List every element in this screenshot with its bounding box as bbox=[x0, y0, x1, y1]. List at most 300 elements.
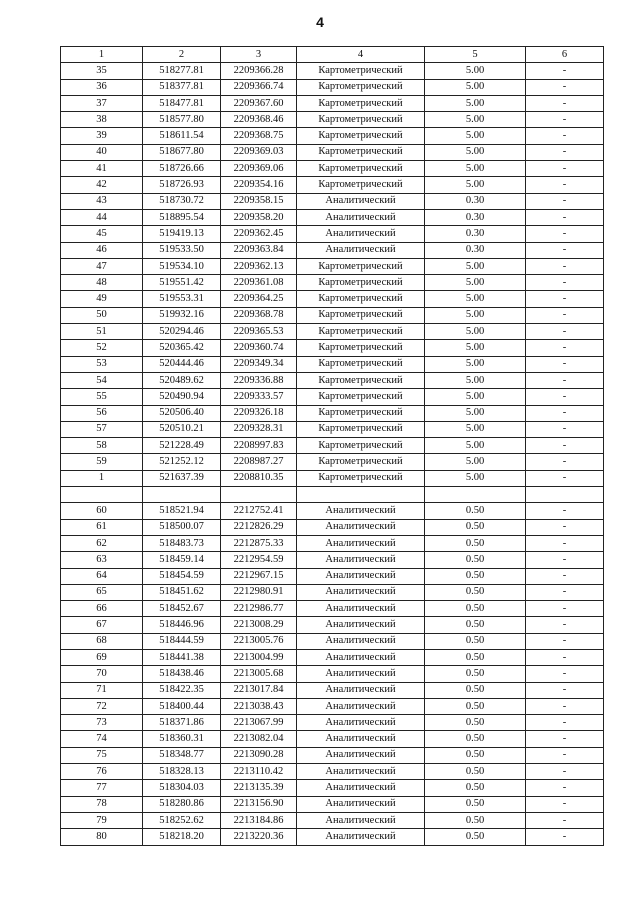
table-cell: 0.50 bbox=[425, 780, 526, 796]
table-cell: 5.00 bbox=[425, 372, 526, 388]
table-row bbox=[61, 633, 604, 649]
table-cell: 518452.67 bbox=[143, 601, 221, 617]
table-cell: Картометрический bbox=[297, 454, 425, 470]
table-cell: 5.00 bbox=[425, 112, 526, 128]
table-row bbox=[61, 552, 604, 568]
table-cell: 2209362.13 bbox=[221, 258, 297, 274]
table-cell: 2209364.25 bbox=[221, 291, 297, 307]
table-cell: - bbox=[526, 764, 604, 780]
table-cell: 5.00 bbox=[425, 63, 526, 79]
table-row bbox=[61, 307, 604, 323]
table-cell: 2209328.31 bbox=[221, 421, 297, 437]
table-cell: 2212752.41 bbox=[221, 503, 297, 519]
table-cell: 5.00 bbox=[425, 438, 526, 454]
table-cell: 2209333.57 bbox=[221, 389, 297, 405]
table-row bbox=[61, 764, 604, 780]
table-cell: - bbox=[526, 275, 604, 291]
table-cell: 2212986.77 bbox=[221, 601, 297, 617]
table-cell: 77 bbox=[61, 780, 143, 796]
table-cell: - bbox=[526, 666, 604, 682]
table-cell: 0.50 bbox=[425, 747, 526, 763]
table-cell: 2209365.53 bbox=[221, 324, 297, 340]
header-cell: 4 bbox=[297, 47, 425, 63]
table-cell: Аналитический bbox=[297, 209, 425, 225]
table-cell: 519534.10 bbox=[143, 258, 221, 274]
table-row bbox=[61, 95, 604, 111]
table-cell: 2213220.36 bbox=[221, 829, 297, 845]
table-cell: 0.50 bbox=[425, 666, 526, 682]
table-cell: 2212954.59 bbox=[221, 552, 297, 568]
table-cell: 39 bbox=[61, 128, 143, 144]
table-cell: 67 bbox=[61, 617, 143, 633]
table-cell: Картометрический bbox=[297, 389, 425, 405]
table-cell: 5.00 bbox=[425, 177, 526, 193]
table-cell: - bbox=[526, 291, 604, 307]
table-cell: - bbox=[526, 95, 604, 111]
table-cell: 518521.94 bbox=[143, 503, 221, 519]
table-cell: 75 bbox=[61, 747, 143, 763]
table-cell: Аналитический bbox=[297, 552, 425, 568]
table-cell: Картометрический bbox=[297, 79, 425, 95]
table-cell: 5.00 bbox=[425, 324, 526, 340]
table-cell: 2213008.29 bbox=[221, 617, 297, 633]
table-cell: 2209366.28 bbox=[221, 63, 297, 79]
table-cell: 2209358.20 bbox=[221, 209, 297, 225]
table-cell: 5.00 bbox=[425, 95, 526, 111]
table-cell: 2212875.33 bbox=[221, 535, 297, 551]
table-cell: 61 bbox=[61, 519, 143, 535]
table-cell: 58 bbox=[61, 438, 143, 454]
table-cell: Аналитический bbox=[297, 601, 425, 617]
table-cell: 518726.66 bbox=[143, 161, 221, 177]
table-cell: Картометрический bbox=[297, 177, 425, 193]
table-cell: - bbox=[526, 372, 604, 388]
table-cell: 0.30 bbox=[425, 209, 526, 225]
table-row bbox=[61, 601, 604, 617]
table-cell: - bbox=[526, 552, 604, 568]
table-cell: Картометрический bbox=[297, 340, 425, 356]
table-row bbox=[61, 438, 604, 454]
table-cell: Аналитический bbox=[297, 666, 425, 682]
table-cell: - bbox=[526, 584, 604, 600]
table-row bbox=[61, 79, 604, 95]
table-cell: 0.50 bbox=[425, 829, 526, 845]
table-cell: 66 bbox=[61, 601, 143, 617]
table-cell: 520365.42 bbox=[143, 340, 221, 356]
table-cell: 520490.94 bbox=[143, 389, 221, 405]
table-cell: - bbox=[526, 617, 604, 633]
table-cell: 2209367.60 bbox=[221, 95, 297, 111]
table-cell: 5.00 bbox=[425, 421, 526, 437]
table-row bbox=[61, 128, 604, 144]
table-cell: 74 bbox=[61, 731, 143, 747]
header-cell: 1 bbox=[61, 47, 143, 63]
table-cell: 519533.50 bbox=[143, 242, 221, 258]
table-cell: Картометрический bbox=[297, 95, 425, 111]
table-row bbox=[61, 780, 604, 796]
table-cell: 69 bbox=[61, 649, 143, 665]
table-cell: 5.00 bbox=[425, 340, 526, 356]
table-row bbox=[61, 144, 604, 160]
header-cell: 5 bbox=[425, 47, 526, 63]
table-cell: Аналитический bbox=[297, 764, 425, 780]
table-cell: - bbox=[526, 601, 604, 617]
table-cell: 0.50 bbox=[425, 731, 526, 747]
table-cell: 2208810.35 bbox=[221, 470, 297, 486]
table-cell: 42 bbox=[61, 177, 143, 193]
table-cell: - bbox=[526, 161, 604, 177]
header-cell: 6 bbox=[526, 47, 604, 63]
table-row bbox=[61, 389, 604, 405]
table-cell: - bbox=[526, 454, 604, 470]
table-cell: 38 bbox=[61, 112, 143, 128]
table-cell: - bbox=[526, 128, 604, 144]
table-cell: - bbox=[526, 324, 604, 340]
table-cell: 2209360.74 bbox=[221, 340, 297, 356]
table-cell: 56 bbox=[61, 405, 143, 421]
table-cell: 0.50 bbox=[425, 698, 526, 714]
table-row bbox=[61, 226, 604, 242]
table-cell: 2209369.03 bbox=[221, 144, 297, 160]
table-cell: - bbox=[526, 242, 604, 258]
table-cell: Аналитический bbox=[297, 503, 425, 519]
table-cell: - bbox=[526, 698, 604, 714]
table-cell: 0.50 bbox=[425, 519, 526, 535]
table-row bbox=[61, 112, 604, 128]
table-cell: 2209363.84 bbox=[221, 242, 297, 258]
table-cell: 64 bbox=[61, 568, 143, 584]
table-cell: 5.00 bbox=[425, 144, 526, 160]
table-cell: 2209369.06 bbox=[221, 161, 297, 177]
table-cell: - bbox=[526, 829, 604, 845]
table-cell: 49 bbox=[61, 291, 143, 307]
table-cell: 518304.03 bbox=[143, 780, 221, 796]
table-cell: 52 bbox=[61, 340, 143, 356]
table-cell: 43 bbox=[61, 193, 143, 209]
table-cell: Картометрический bbox=[297, 438, 425, 454]
table-cell: 2213156.90 bbox=[221, 796, 297, 812]
table-cell: Аналитический bbox=[297, 519, 425, 535]
header-cell: 3 bbox=[221, 47, 297, 63]
table-cell: 519419.13 bbox=[143, 226, 221, 242]
table-cell: 44 bbox=[61, 209, 143, 225]
table-cell: 2213004.99 bbox=[221, 649, 297, 665]
table-cell: 5.00 bbox=[425, 356, 526, 372]
table-cell: Аналитический bbox=[297, 780, 425, 796]
table-cell: Картометрический bbox=[297, 470, 425, 486]
table-cell: 5.00 bbox=[425, 389, 526, 405]
table-cell: 518451.62 bbox=[143, 584, 221, 600]
table-cell: 518726.93 bbox=[143, 177, 221, 193]
table-row bbox=[61, 421, 604, 437]
table-cell bbox=[526, 487, 604, 503]
table-cell: 60 bbox=[61, 503, 143, 519]
table-cell: 518459.14 bbox=[143, 552, 221, 568]
table-cell: 2209336.88 bbox=[221, 372, 297, 388]
table-cell: 63 bbox=[61, 552, 143, 568]
table-cell: 2209358.15 bbox=[221, 193, 297, 209]
table-cell: Аналитический bbox=[297, 698, 425, 714]
table-cell: 68 bbox=[61, 633, 143, 649]
table-row bbox=[61, 177, 604, 193]
table-cell: - bbox=[526, 340, 604, 356]
table-cell: Аналитический bbox=[297, 796, 425, 812]
table-cell: - bbox=[526, 633, 604, 649]
table-cell: 518328.13 bbox=[143, 764, 221, 780]
table-cell: 0.50 bbox=[425, 617, 526, 633]
table-cell: Картометрический bbox=[297, 112, 425, 128]
table-cell: 518677.80 bbox=[143, 144, 221, 160]
table-cell: 518577.80 bbox=[143, 112, 221, 128]
table-cell: Картометрический bbox=[297, 63, 425, 79]
table-row bbox=[61, 715, 604, 731]
page-number: 4 bbox=[316, 14, 324, 30]
table-cell: 53 bbox=[61, 356, 143, 372]
table-cell: 518895.54 bbox=[143, 209, 221, 225]
table-row bbox=[61, 519, 604, 535]
table-cell: 520294.46 bbox=[143, 324, 221, 340]
table-cell: Аналитический bbox=[297, 829, 425, 845]
table-cell: - bbox=[526, 503, 604, 519]
table-cell: 520489.62 bbox=[143, 372, 221, 388]
table-row bbox=[61, 405, 604, 421]
table-row bbox=[61, 829, 604, 845]
table-row bbox=[61, 796, 604, 812]
table-row bbox=[61, 617, 604, 633]
table-cell: - bbox=[526, 568, 604, 584]
table-body bbox=[61, 63, 604, 845]
table-cell: 2213067.99 bbox=[221, 715, 297, 731]
table-cell: 5.00 bbox=[425, 161, 526, 177]
table-cell: 518477.81 bbox=[143, 95, 221, 111]
table-row bbox=[61, 275, 604, 291]
table-cell: 57 bbox=[61, 421, 143, 437]
table-cell: - bbox=[526, 209, 604, 225]
table-cell: Картометрический bbox=[297, 128, 425, 144]
table-cell: 2209366.74 bbox=[221, 79, 297, 95]
table-cell: 0.50 bbox=[425, 633, 526, 649]
table-cell: Картометрический bbox=[297, 372, 425, 388]
table-cell: 520506.40 bbox=[143, 405, 221, 421]
table-cell: 518444.59 bbox=[143, 633, 221, 649]
table-row bbox=[61, 242, 604, 258]
table-cell: 2213038.43 bbox=[221, 698, 297, 714]
table-cell: - bbox=[526, 144, 604, 160]
table-cell: 0.30 bbox=[425, 242, 526, 258]
table-cell: Картометрический bbox=[297, 161, 425, 177]
table-cell: 2213082.04 bbox=[221, 731, 297, 747]
table-cell: 521637.39 bbox=[143, 470, 221, 486]
table-row bbox=[61, 63, 604, 79]
table-row bbox=[61, 503, 604, 519]
table-row bbox=[61, 161, 604, 177]
table-cell: 2209368.78 bbox=[221, 307, 297, 323]
table-cell: - bbox=[526, 470, 604, 486]
table-cell: Картометрический bbox=[297, 291, 425, 307]
table-cell: 2208987.27 bbox=[221, 454, 297, 470]
table-cell: 2209354.16 bbox=[221, 177, 297, 193]
table-cell: 5.00 bbox=[425, 128, 526, 144]
table-cell: 518438.46 bbox=[143, 666, 221, 682]
table-row bbox=[61, 193, 604, 209]
table-cell: 73 bbox=[61, 715, 143, 731]
table-cell: Картометрический bbox=[297, 144, 425, 160]
table-cell: 518400.44 bbox=[143, 698, 221, 714]
table-cell: 5.00 bbox=[425, 470, 526, 486]
table-cell: 518377.81 bbox=[143, 79, 221, 95]
table-row bbox=[61, 291, 604, 307]
table-cell: 59 bbox=[61, 454, 143, 470]
table-cell: Аналитический bbox=[297, 242, 425, 258]
table-row bbox=[61, 209, 604, 225]
table-cell: 2208997.83 bbox=[221, 438, 297, 454]
table-cell: - bbox=[526, 747, 604, 763]
table-cell: - bbox=[526, 535, 604, 551]
table-cell: 518441.38 bbox=[143, 649, 221, 665]
table-cell: 40 bbox=[61, 144, 143, 160]
table-cell: 518611.54 bbox=[143, 128, 221, 144]
table-cell: Аналитический bbox=[297, 193, 425, 209]
table-cell: 2213135.39 bbox=[221, 780, 297, 796]
table-cell: 2209368.75 bbox=[221, 128, 297, 144]
table-cell: 2213005.76 bbox=[221, 633, 297, 649]
table-cell: 71 bbox=[61, 682, 143, 698]
table-cell: 48 bbox=[61, 275, 143, 291]
table-cell: - bbox=[526, 796, 604, 812]
table-cell: - bbox=[526, 438, 604, 454]
table-cell: 519932.16 bbox=[143, 307, 221, 323]
table-row bbox=[61, 258, 604, 274]
table-cell: 47 bbox=[61, 258, 143, 274]
table-cell: 2209368.46 bbox=[221, 112, 297, 128]
table-cell: 518422.35 bbox=[143, 682, 221, 698]
table-cell: Аналитический bbox=[297, 715, 425, 731]
table-cell: 2212980.91 bbox=[221, 584, 297, 600]
table-cell: - bbox=[526, 731, 604, 747]
table-cell: Картометрический bbox=[297, 275, 425, 291]
table-cell: 518218.20 bbox=[143, 829, 221, 845]
table-cell: 518252.62 bbox=[143, 812, 221, 828]
table-row bbox=[61, 568, 604, 584]
table-cell: - bbox=[526, 405, 604, 421]
table-cell: 2209361.08 bbox=[221, 275, 297, 291]
table-cell: 41 bbox=[61, 161, 143, 177]
table-cell bbox=[425, 487, 526, 503]
table-row bbox=[61, 698, 604, 714]
table-cell: 518730.72 bbox=[143, 193, 221, 209]
table-cell: Аналитический bbox=[297, 584, 425, 600]
table-cell: 518446.96 bbox=[143, 617, 221, 633]
table-cell: - bbox=[526, 63, 604, 79]
table-cell: 0.50 bbox=[425, 568, 526, 584]
table-cell: 2213017.84 bbox=[221, 682, 297, 698]
table-row bbox=[61, 747, 604, 763]
table-cell: Аналитический bbox=[297, 747, 425, 763]
table-cell: - bbox=[526, 519, 604, 535]
table-cell: - bbox=[526, 715, 604, 731]
table-cell: 2213110.42 bbox=[221, 764, 297, 780]
table-cell: Картометрический bbox=[297, 421, 425, 437]
table-cell: 1 bbox=[61, 470, 143, 486]
table-cell: 54 bbox=[61, 372, 143, 388]
table-cell: 2212967.15 bbox=[221, 568, 297, 584]
table-row bbox=[61, 731, 604, 747]
table-row bbox=[61, 649, 604, 665]
table-cell: 5.00 bbox=[425, 275, 526, 291]
table-cell: 521228.49 bbox=[143, 438, 221, 454]
table-cell: 78 bbox=[61, 796, 143, 812]
table-cell: 521252.12 bbox=[143, 454, 221, 470]
table-cell: Аналитический bbox=[297, 633, 425, 649]
table-cell: 0.50 bbox=[425, 649, 526, 665]
table-cell: 5.00 bbox=[425, 258, 526, 274]
table-cell: Аналитический bbox=[297, 535, 425, 551]
table-cell: 80 bbox=[61, 829, 143, 845]
table-cell: Аналитический bbox=[297, 568, 425, 584]
table-cell: 46 bbox=[61, 242, 143, 258]
table-cell: 2212826.29 bbox=[221, 519, 297, 535]
table-cell: 5.00 bbox=[425, 79, 526, 95]
table-cell: 2213090.28 bbox=[221, 747, 297, 763]
table-cell: 51 bbox=[61, 324, 143, 340]
table-cell: 50 bbox=[61, 307, 143, 323]
table-cell: - bbox=[526, 79, 604, 95]
table-cell: 45 bbox=[61, 226, 143, 242]
table-cell: 65 bbox=[61, 584, 143, 600]
table-cell: 62 bbox=[61, 535, 143, 551]
table-cell: 0.50 bbox=[425, 503, 526, 519]
table-cell: Аналитический bbox=[297, 731, 425, 747]
table-cell: Аналитический bbox=[297, 649, 425, 665]
table-cell: 2209362.45 bbox=[221, 226, 297, 242]
table-row bbox=[61, 535, 604, 551]
table-cell: 37 bbox=[61, 95, 143, 111]
table-cell: 519551.42 bbox=[143, 275, 221, 291]
table-cell: 72 bbox=[61, 698, 143, 714]
table-cell: 518348.77 bbox=[143, 747, 221, 763]
table-cell: 0.50 bbox=[425, 552, 526, 568]
table-cell: 5.00 bbox=[425, 291, 526, 307]
table-cell: 2209349.34 bbox=[221, 356, 297, 372]
table-cell: - bbox=[526, 226, 604, 242]
table-cell: 518454.59 bbox=[143, 568, 221, 584]
table-cell: 5.00 bbox=[425, 307, 526, 323]
table-row bbox=[61, 454, 604, 470]
table-cell: 0.50 bbox=[425, 796, 526, 812]
table-cell: 518483.73 bbox=[143, 535, 221, 551]
table-cell: 518371.86 bbox=[143, 715, 221, 731]
table-row bbox=[61, 584, 604, 600]
table-cell bbox=[61, 487, 143, 503]
table-cell: 2213005.68 bbox=[221, 666, 297, 682]
table-cell: 0.50 bbox=[425, 584, 526, 600]
table-cell: 0.30 bbox=[425, 193, 526, 209]
table-cell: - bbox=[526, 682, 604, 698]
table-row bbox=[61, 470, 604, 486]
table-cell: 518500.07 bbox=[143, 519, 221, 535]
table-row bbox=[61, 682, 604, 698]
table-cell: 5.00 bbox=[425, 405, 526, 421]
table-cell: - bbox=[526, 812, 604, 828]
table-cell: 0.50 bbox=[425, 764, 526, 780]
table-cell: 76 bbox=[61, 764, 143, 780]
table-cell: Аналитический bbox=[297, 682, 425, 698]
table-cell: Картометрический bbox=[297, 324, 425, 340]
table-cell: 70 bbox=[61, 666, 143, 682]
table-cell: Картометрический bbox=[297, 356, 425, 372]
table-cell: 520444.46 bbox=[143, 356, 221, 372]
table-cell: 79 bbox=[61, 812, 143, 828]
